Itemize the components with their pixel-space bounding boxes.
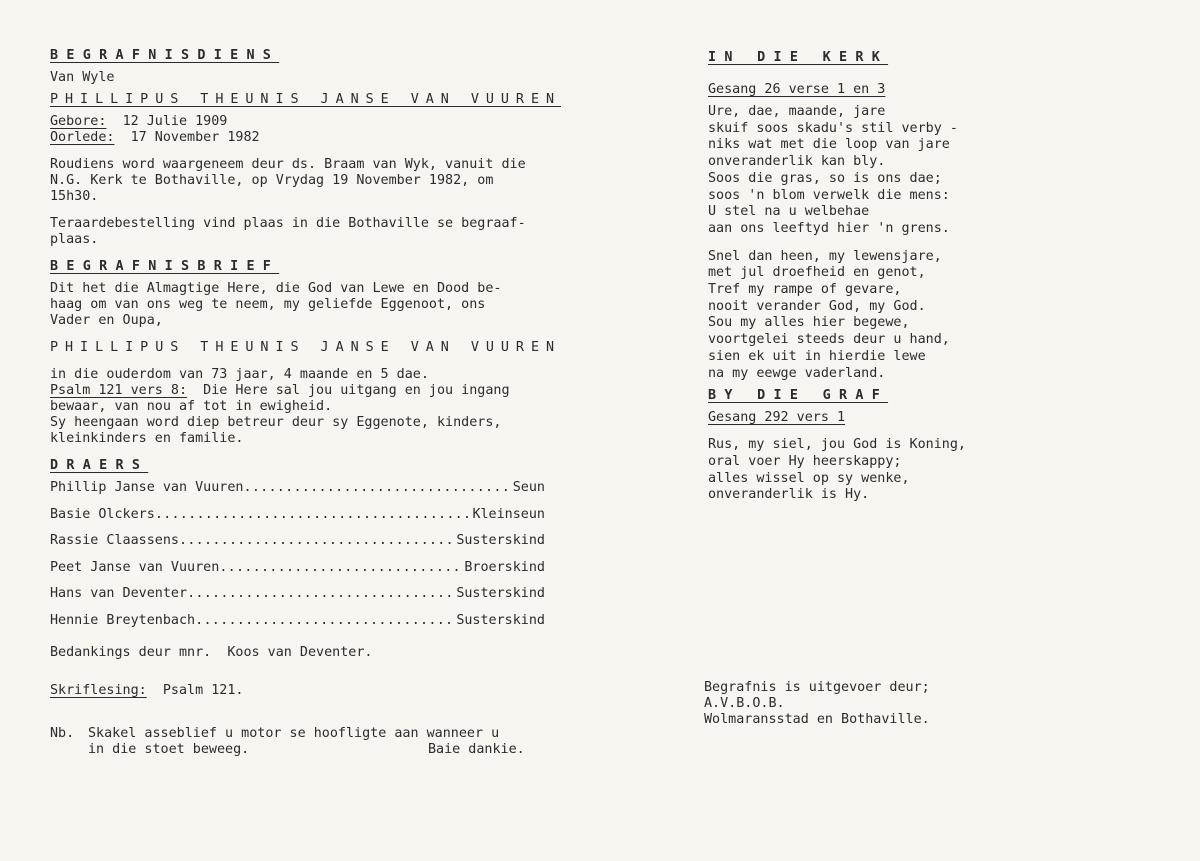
deceased-name-repeat: PHILLIPUS THEUNIS JANSE VAN VUUREN (50, 340, 562, 355)
burial-line: plaas. (50, 232, 99, 247)
hymn-line: alles wissel op sy wenke, (708, 470, 910, 486)
burial-line: Teraardebestelling vind plaas in die Bothaville se begraaf- (50, 216, 526, 231)
hymn2-verse (708, 437, 1168, 504)
age-line: in die ouderdom van 73 jaar, 4 maande en 5 dae. (50, 367, 429, 382)
bearer-row (50, 507, 545, 534)
hymn-line: soos 'n blom verwelk die mens: (708, 187, 950, 203)
burial-paragraph (50, 216, 650, 248)
right-column (704, 50, 1168, 727)
reading-row (50, 683, 650, 699)
leader-dots (219, 560, 464, 576)
thanks-line: Bedankings deur mnr. Koos van Deventer. (50, 645, 373, 660)
died-date: 17 November 1982 (130, 130, 260, 145)
bearer-relation: Seun (512, 480, 545, 495)
funeral-letter-heading: BEGRAFNISBRIEF (50, 259, 280, 274)
nb-line-1: Skakel asseblief u motor se hoofligte aan wanneer u (88, 726, 500, 741)
bearer-row (50, 480, 545, 507)
hymn-line: nooit verander God, my God. (708, 298, 926, 314)
died-label: Oorlede: (50, 130, 115, 145)
bearer-relation: Broerskind (464, 559, 545, 575)
bearer-relation: Susterskind (456, 533, 545, 548)
bearer-row (50, 613, 545, 640)
died-row (50, 130, 650, 146)
nb-thanks: Baie dankie. (428, 742, 525, 757)
mourning-line: kleinkinders en familie. (50, 431, 244, 446)
hymn-line: skuif soos skadu's stil verby - (708, 120, 958, 136)
nb-line-2: in die stoet beweeg. (88, 742, 250, 757)
reading-label: Skriflesing: (50, 683, 147, 698)
born-row (50, 114, 650, 130)
bearer-name: Rassie Claassens (50, 533, 179, 548)
bearer-name: Hans van Deventer (50, 586, 188, 601)
leader-dots (155, 507, 473, 523)
hymn1-title: Gesang 26 verse 1 en 3 (708, 82, 886, 97)
bearer-row (50, 586, 545, 613)
hymn1-verse2 (708, 249, 1168, 383)
undertaker-block (704, 680, 930, 728)
hymn-line: na my eewge vaderland. (708, 365, 886, 381)
letter-line: Vader en Oupa, (50, 313, 163, 328)
reading-value: Psalm 121. (146, 683, 244, 698)
grave-heading: BY DIE GRAF (708, 388, 889, 404)
funeral-service-heading: BEGRAFNISDIENS (50, 48, 280, 63)
leader-dots (195, 613, 456, 629)
hymn2-title: Gesang 292 vers 1 (708, 410, 846, 426)
nb-note (50, 726, 650, 758)
van-wyle-label: Van Wyle (50, 70, 115, 85)
hymn-line: oral voer Hy heerskappy; (708, 453, 902, 469)
hymn-line: Tref my rampe of gevare, (708, 282, 902, 298)
church-heading: IN DIE KERK (708, 50, 889, 65)
nb-label: Nb. (50, 726, 75, 741)
hymn-line: niks wat met die loop van jare (708, 137, 950, 153)
service-line: N.G. Kerk te Bothaville, op Vrydag 19 November 1982, om (50, 173, 494, 188)
hymn-line: Sou my alles hier begewe, (708, 315, 910, 331)
bearer-relation: Susterskind (456, 586, 545, 601)
psalm-text: Die Here sal jou uitgang en jou ingang (187, 383, 510, 398)
hymn-line: aan ons leeftyd hier 'n grens. (708, 220, 950, 236)
psalm-text-line: bewaar, van nou af tot in ewigheid. (50, 399, 333, 414)
bearer-row (50, 533, 545, 560)
undertaker-line: A.V.B.O.B. (704, 696, 785, 711)
bearer-row (50, 560, 545, 587)
bearer-relation: Kleinseun (472, 506, 545, 522)
mourning-line: Sy heengaan word diep betreur deur sy Eggenote, kinders, (50, 415, 502, 430)
bearers-heading: DRAERS (50, 458, 149, 473)
leader-dots (243, 480, 512, 496)
letter-paragraph (50, 281, 650, 329)
bearer-relation: Susterskind (456, 612, 545, 628)
leader-dots (187, 586, 456, 602)
service-line: 15h30. (50, 189, 99, 204)
service-paragraph (50, 157, 650, 205)
psalm-ref: Psalm 121 vers 8: (50, 383, 188, 398)
letter-line: Dit het die Almagtige Here, die God van Lewe en Dood be- (50, 281, 502, 296)
hymn-line: onveranderlik is Hy. (708, 487, 870, 503)
undertaker-line: Begrafnis is uitgevoer deur; (704, 680, 930, 695)
bearers-list (50, 480, 545, 639)
leader-dots (179, 533, 456, 549)
born-date: 12 Julie 1909 (122, 114, 228, 129)
bearer-name: Hennie Breytenbach (50, 612, 196, 628)
service-line: Roudiens word waargeneem deur ds. Braam van Wyk, vanuit die (50, 157, 526, 172)
bearer-name: Basie Olckers (50, 506, 155, 522)
born-label: Gebore: (50, 114, 107, 129)
hymn-line: voortgelei steeds deur u hand, (708, 332, 950, 348)
psalm-row (50, 383, 650, 399)
bearer-name: Phillip Janse van Vuuren (50, 480, 244, 495)
left-column (50, 48, 650, 758)
hymn-line: met jul droefheid en genot, (708, 265, 926, 281)
nb-row (50, 726, 650, 742)
bearer-name: Peet Janse van Vuuren (50, 559, 220, 575)
hymn-line: sien ek uit in hierdie lewe (708, 348, 926, 364)
nb-row-2 (50, 742, 650, 758)
hymn-line: Soos die gras, so is ons dae; (708, 170, 942, 186)
letter-line: haag om van ons weg te neem, my geliefde Eggenoot, ons (50, 297, 486, 312)
hymn-line: Snel dan heen, my lewensjare, (708, 248, 942, 264)
hymn-line: Ure, dae, maande, jare (708, 104, 886, 119)
hymn-line: onveranderlik kan bly. (708, 154, 886, 170)
hymn1-verse1 (708, 104, 1168, 238)
hymn-line: Rus, my siel, jou God is Koning, (708, 437, 966, 453)
undertaker-line: Wolmaransstad en Bothaville. (704, 712, 930, 727)
deceased-name-heading: PHILLIPUS THEUNIS JANSE VAN VUUREN (50, 92, 562, 107)
hymn-line: U stel na u welbehae (708, 204, 870, 220)
